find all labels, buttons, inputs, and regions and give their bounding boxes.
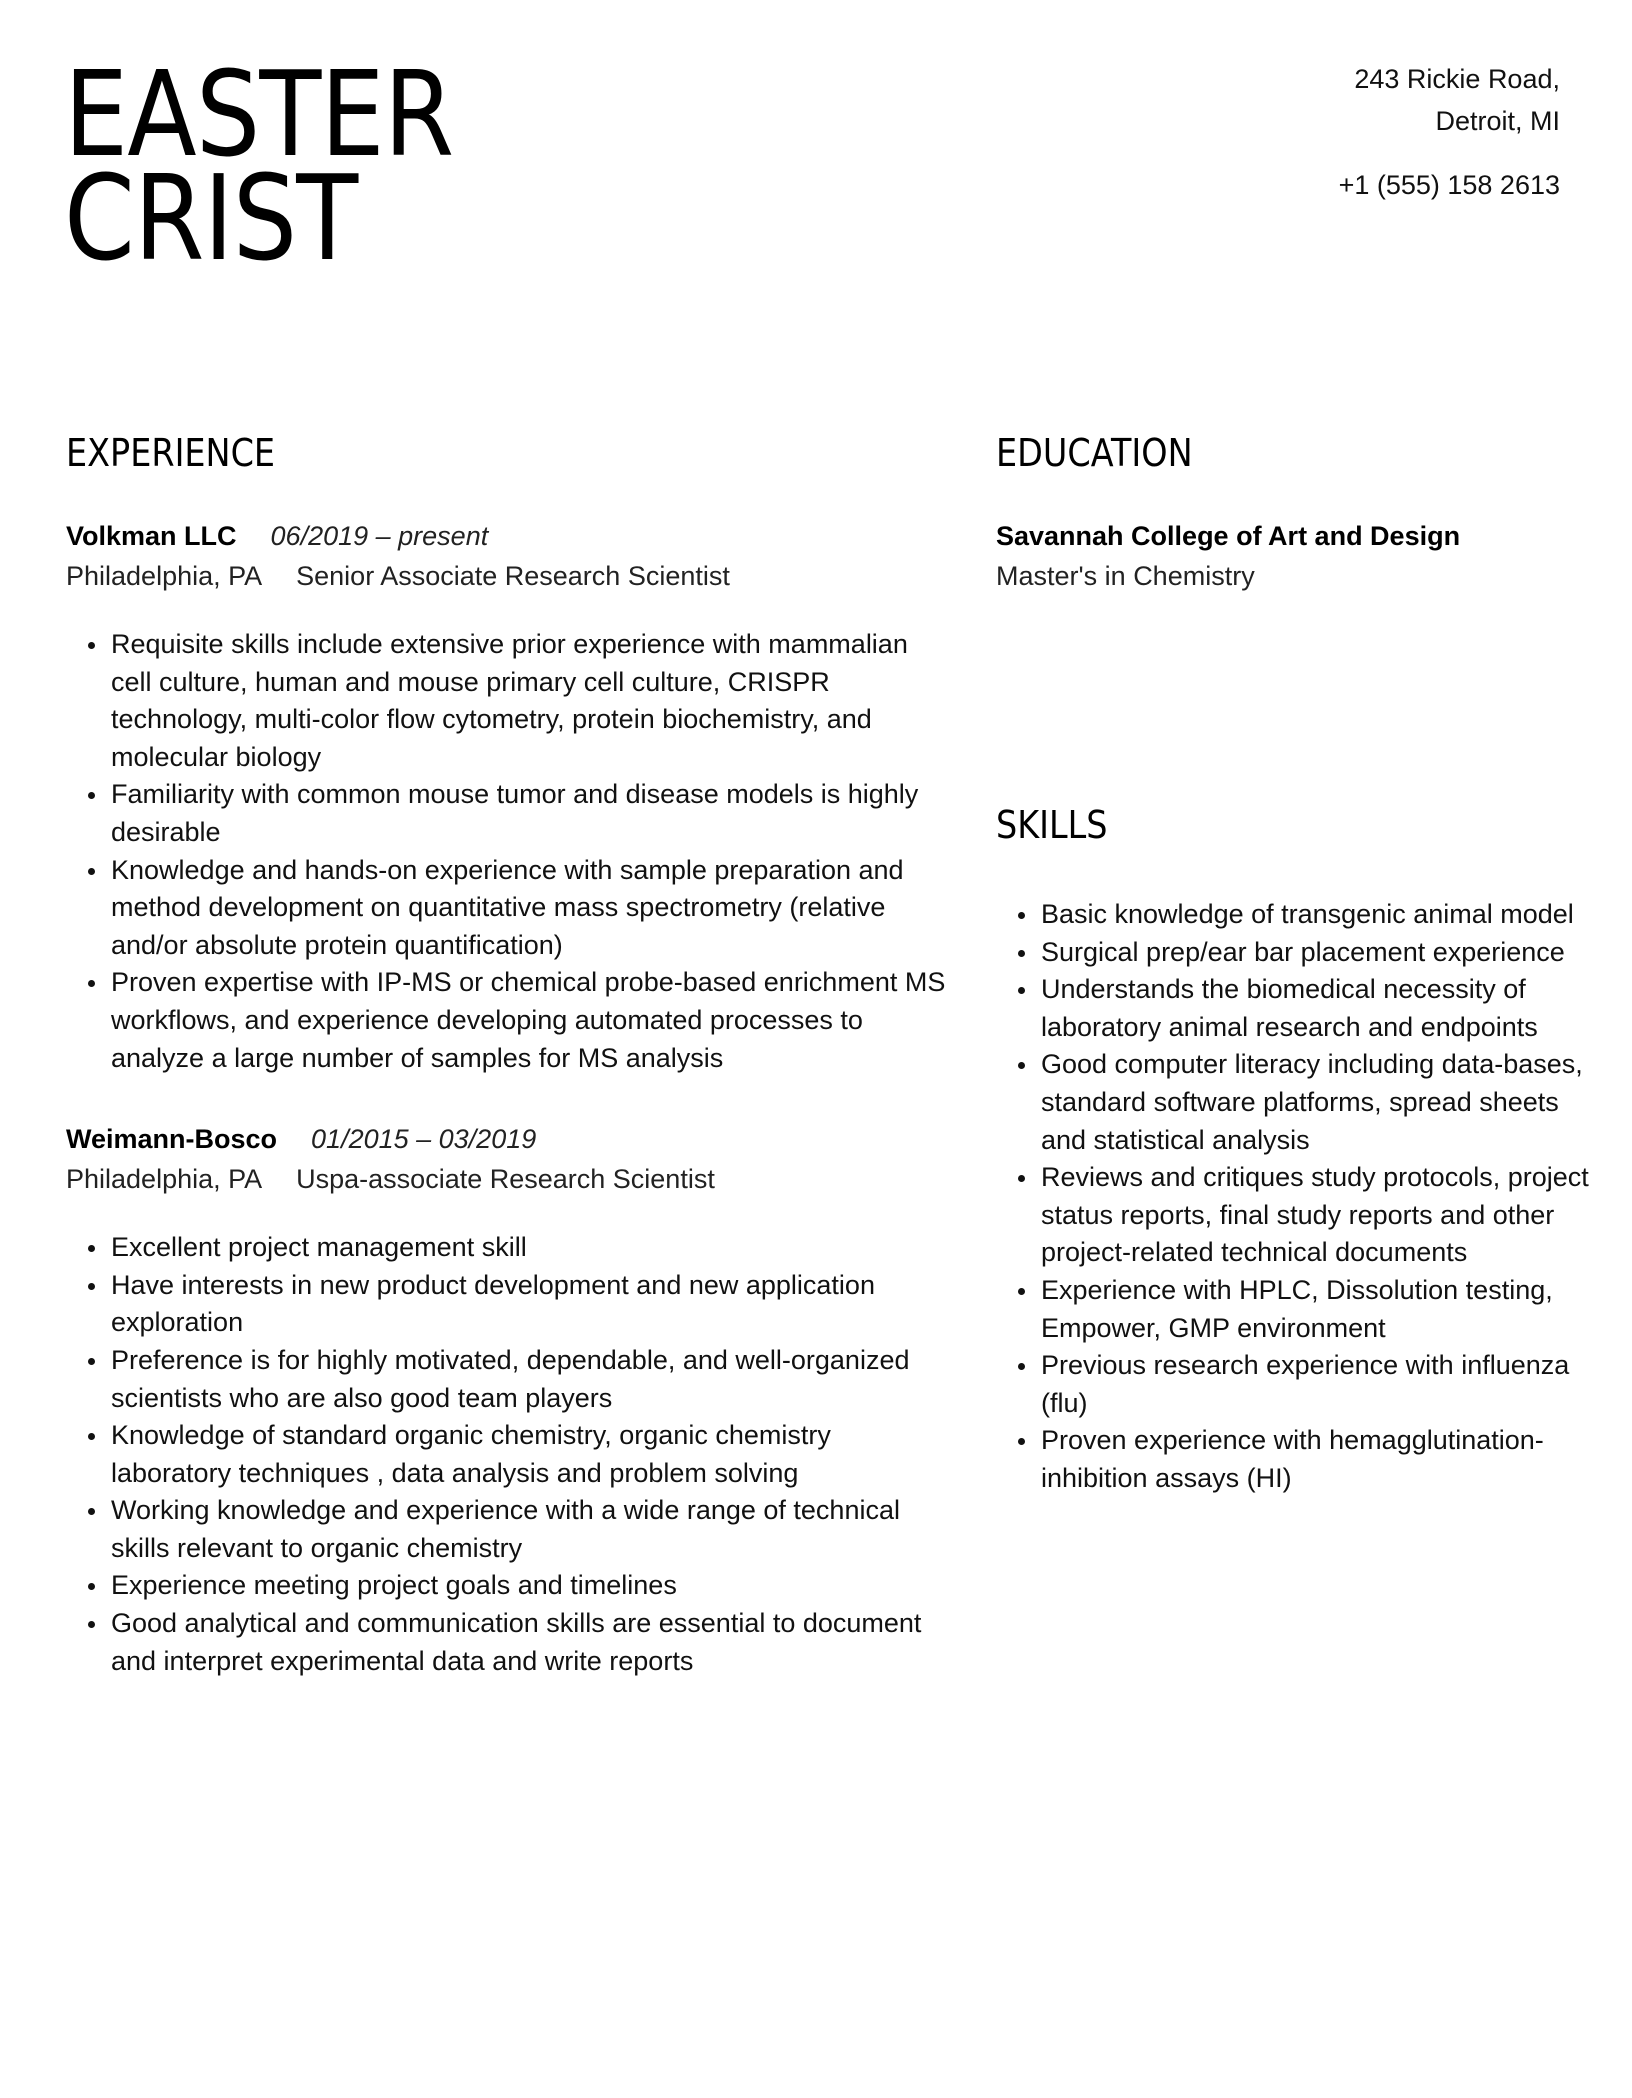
job-header xyxy=(66,516,946,556)
candidate-name xyxy=(64,45,454,287)
degree: Master's in Chemistry xyxy=(996,561,1255,591)
list-item: Good computer literacy including data-bases, standard software platforms, spread sheets and statistical analysis xyxy=(996,1046,1596,1159)
job-location: Philadelphia, PA xyxy=(66,1164,263,1195)
list-item: Surgical prep/ear bar placement experience xyxy=(996,934,1596,972)
skills-section xyxy=(996,802,1596,1498)
job-entry xyxy=(66,1119,946,1680)
list-item: Knowledge of standard organic chemistry, organic chemistry laboratory techniques , data analysis and problem solving xyxy=(66,1417,946,1492)
job-subheader xyxy=(66,1159,946,1199)
last-name: CRIST xyxy=(64,149,358,287)
education-section xyxy=(996,430,1576,596)
experience-heading: EXPERIENCE xyxy=(66,431,276,475)
job-dates: 06/2019 – present xyxy=(270,521,489,551)
job-header xyxy=(66,1119,946,1159)
contact-info xyxy=(1339,58,1560,206)
address-line-2: Detroit, MI xyxy=(1435,106,1560,136)
list-item: Previous research experience with influenza (flu) xyxy=(996,1347,1596,1422)
education-heading: EDUCATION xyxy=(996,431,1193,475)
job-bullets xyxy=(66,626,946,1077)
job-bullets xyxy=(66,1229,946,1680)
list-item: Proven expertise with IP-MS or chemical probe-based enrichment MS workflows, and experience developing automated processes to analyze a large number of samples for MS analysis xyxy=(66,964,946,1077)
job-dates: 01/2015 – 03/2019 xyxy=(311,1124,537,1155)
experience-section xyxy=(66,430,946,1680)
address-line-1: 243 Rickie Road, xyxy=(1354,64,1560,94)
list-item: Requisite skills include extensive prior experience with mammalian cell culture, human and mouse primary cell culture, CRISPR technology, multi-color flow cytometry, protein biochemistry, and molecular biology xyxy=(66,626,946,776)
job-title: Uspa-associate Research Scientist xyxy=(296,1164,715,1195)
list-item: Preference is for highly motivated, dependable, and well-organized scientists who are also good team players xyxy=(66,1342,946,1417)
list-item: Good analytical and communication skills are essential to document and interpret experimental data and write reports xyxy=(66,1605,946,1680)
list-item: Experience meeting project goals and timelines xyxy=(66,1567,946,1605)
first-name: EASTER xyxy=(64,45,454,183)
list-item: Knowledge and hands-on experience with sample preparation and method development on quantitative mass spectrometry (relative and/or absolute protein quantification) xyxy=(66,852,946,965)
list-item: Reviews and critiques study protocols, project status reports, final study reports and other project-related technical documents xyxy=(996,1159,1596,1272)
list-item: Excellent project management skill xyxy=(66,1229,946,1267)
list-item: Working knowledge and experience with a wide range of technical skills relevant to organic chemistry xyxy=(66,1492,946,1567)
school-name: Savannah College of Art and Design xyxy=(996,521,1461,551)
job-subheader xyxy=(66,556,946,596)
list-item: Familiarity with common mouse tumor and disease models is highly desirable xyxy=(66,776,946,851)
list-item: Understands the biomedical necessity of laboratory animal research and endpoints xyxy=(996,971,1596,1046)
skills-heading: SKILLS xyxy=(996,803,1108,847)
job-location: Philadelphia, PA xyxy=(66,561,263,591)
job-title: Senior Associate Research Scientist xyxy=(296,561,730,591)
list-item: Have interests in new product development and new application exploration xyxy=(66,1267,946,1342)
company-name: Weimann-Bosco xyxy=(66,1124,278,1155)
phone-number: +1 (555) 158 2613 xyxy=(1338,170,1560,200)
list-item: Basic knowledge of transgenic animal model xyxy=(996,896,1596,934)
list-item: Proven experience with hemagglutination-inhibition assays (HI) xyxy=(996,1422,1596,1497)
list-item: Experience with HPLC, Dissolution testing, Empower, GMP environment xyxy=(996,1272,1596,1347)
job-entry xyxy=(66,516,946,1077)
education-entry xyxy=(996,516,1576,596)
company-name: Volkman LLC xyxy=(66,521,237,551)
skills-list xyxy=(996,896,1596,1498)
